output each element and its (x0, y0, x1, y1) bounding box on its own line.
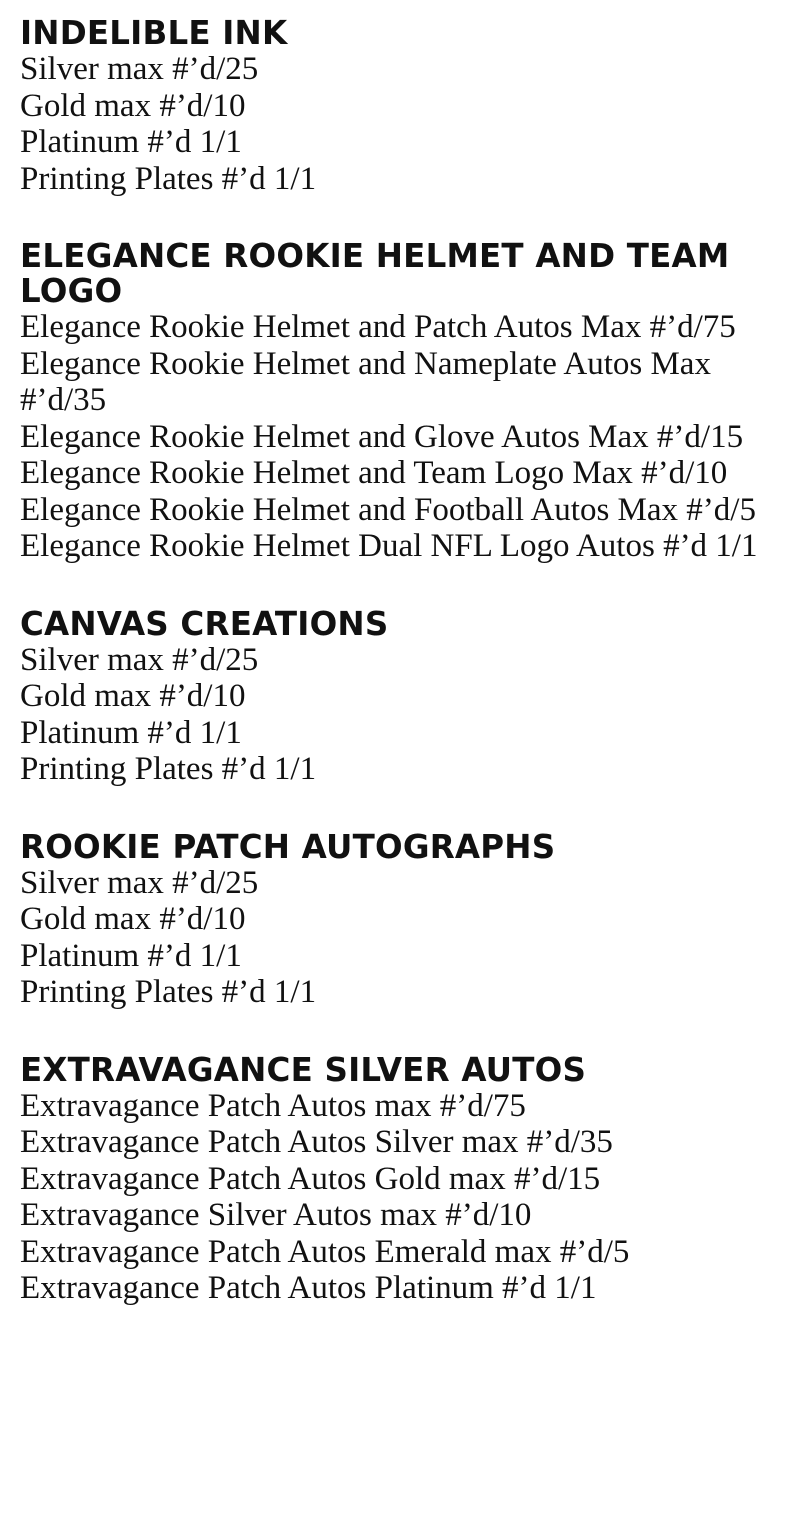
list-item: Printing Plates #’d 1/1 (20, 751, 317, 787)
list-item: Platinum #’d 1/1 (20, 714, 242, 751)
section-rookie-patch-autographs (20, 827, 800, 1011)
list-item: Gold max #’d/10 (20, 678, 246, 714)
list-item: Gold max #’d/10 (20, 87, 246, 124)
list-item: Extravagance Patch Autos max #’d/75 (20, 1087, 526, 1124)
list-item: Elegance Rookie Helmet and Nameplate Autos Max #’d/35 (20, 345, 711, 418)
list-item: Elegance Rookie Helmet and Team Logo Max #’d/10 (20, 455, 728, 491)
section-elegance-rookie-helmet (20, 239, 800, 565)
section-extravagance-silver-autos (20, 1050, 800, 1307)
section-indelible-ink (20, 16, 800, 197)
list-item: Platinum #’d 1/1 (20, 937, 242, 974)
list-item: Elegance Rookie Helmet and Glove Autos Max #’d/15 (20, 418, 744, 455)
list-item: Gold max #’d/10 (20, 901, 246, 937)
section-canvas-creations (20, 604, 800, 788)
list-item: Extravagance Patch Autos Platinum #’d 1/1 (20, 1270, 597, 1306)
list-item: Elegance Rookie Helmet and Patch Autos Max #’d/75 (20, 309, 736, 345)
list-item: Extravagance Patch Autos Gold max #’d/15 (20, 1160, 601, 1197)
list-item: Platinum #’d 1/1 (20, 124, 242, 160)
list-item: Elegance Rookie Helmet and Football Autos Max #’d/5 (20, 491, 756, 528)
list-item: Extravagance Patch Autos Silver max #’d/35 (20, 1124, 613, 1160)
list-item: Printing Plates #’d 1/1 (20, 974, 317, 1010)
section-heading: INDELIBLE INK (20, 14, 288, 52)
list-item: Silver max #’d/25 (20, 864, 259, 901)
list-item: Elegance Rookie Helmet Dual NFL Logo Autos #’d 1/1 (20, 528, 758, 564)
list-item: Printing Plates #’d 1/1 (20, 160, 317, 197)
list-item: Silver max #’d/25 (20, 51, 259, 87)
section-heading: EXTRAVAGANCE SILVER AUTOS (20, 1050, 587, 1089)
list-item: Extravagance Silver Autos max #’d/10 (20, 1197, 532, 1233)
section-heading: ELEGANCE ROOKIE HELMET AND TEAM LOGO (20, 237, 730, 310)
section-heading: ROOKIE PATCH AUTOGRAPHS (20, 827, 556, 866)
list-item: Silver max #’d/25 (20, 641, 259, 678)
section-heading: CANVAS CREATIONS (20, 604, 389, 643)
checklist-document (20, 16, 800, 1349)
list-item: Extravagance Patch Autos Emerald max #’d/5 (20, 1233, 630, 1270)
